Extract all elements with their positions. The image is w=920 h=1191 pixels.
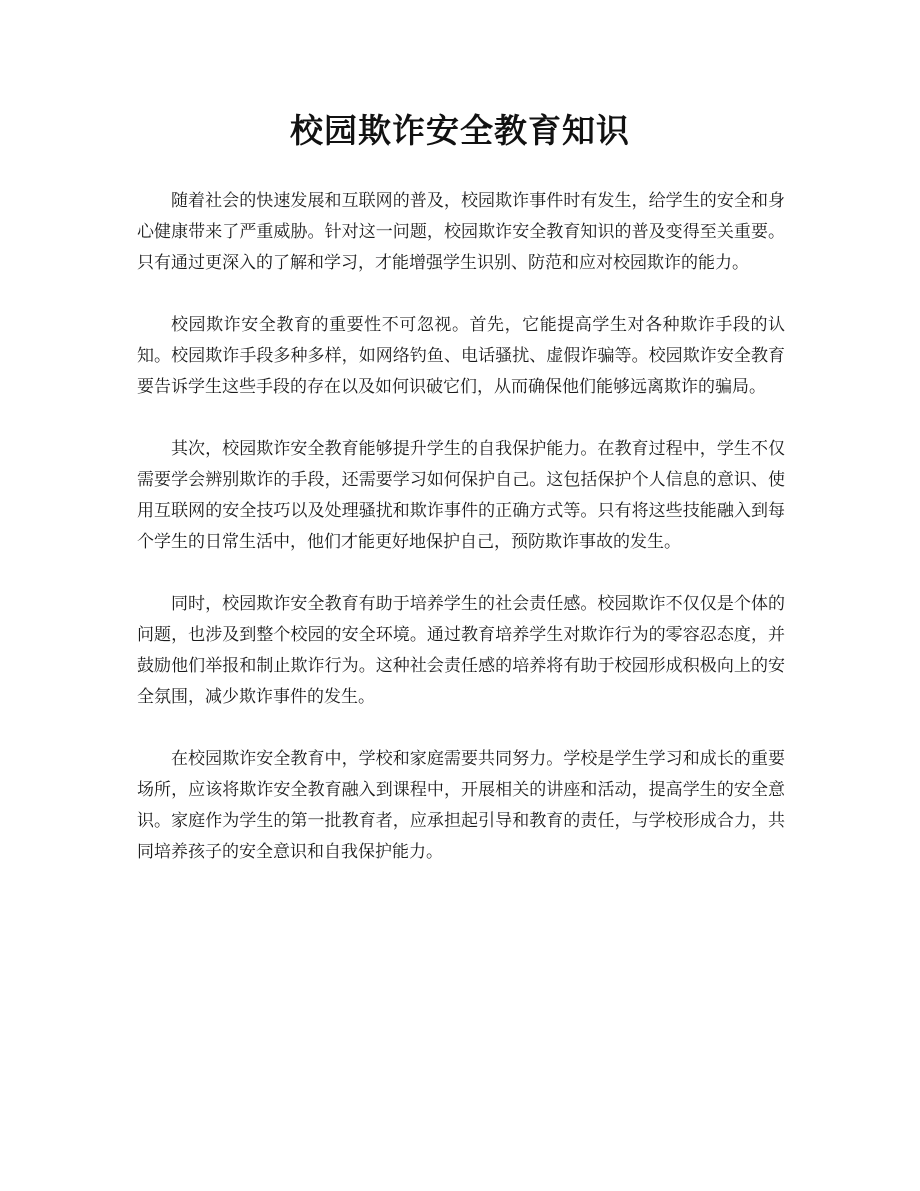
- paragraph-1: 随着社会的快速发展和互联网的普及，校园欺诈事件时有发生，给学生的安全和身心健康带来了严重威胁。针对这一问题，校园欺诈安全教育知识的普及变得至关重要。只有通过更深入的了解和学习，才能增强学生识别、防范和应对校园欺诈的能力。: [137, 191, 785, 273]
- paragraph-4: 同时，校园欺诈安全教育有助于培养学生的社会责任感。校园欺诈不仅仅是个体的问题，也涉及到整个校园的安全环境。通过教育培养学生对欺诈行为的零容忍态度，并鼓励他们举报和制止欺诈行为。这种社会责任感的培养将有助于校园形成积极向上的安全氛围，减少欺诈事件的发生。: [137, 594, 785, 707]
- paragraph-5: 在校园欺诈安全教育中，学校和家庭需要共同努力。学校是学生学习和成长的重要场所，应该将欺诈安全教育融入到课程中，开展相关的讲座和活动，提高学生的安全意识。家庭作为学生的第一批教育者，应承担起引导和教育的责任，与学校形成合力，共同培养孩子的安全意识和自我保护能力。: [137, 749, 785, 862]
- document-title: 校园欺诈安全教育知识: [290, 111, 630, 150]
- paragraph-3: 其次，校园欺诈安全教育能够提升学生的自我保护能力。在教育过程中，学生不仅需要学会辨别欺诈的手段，还需要学习如何保护自己。这包括保护个人信息的意识、使用互联网的安全技巧以及处理骚扰和欺诈事件的正确方式等。只有将这些技能融入到每个学生的日常生活中，他们才能更好地保护自己，预防欺诈事故的发生。: [137, 439, 785, 552]
- document-body: [137, 186, 785, 899]
- paragraph-2: 校园欺诈安全教育的重要性不可忽视。首先，它能提高学生对各种欺诈手段的认知。校园欺诈手段多种多样，如网络钓鱼、电话骚扰、虚假诈骗等。校园欺诈安全教育要告诉学生这些手段的存在以及如何识破它们，从而确保他们能够远离欺诈的骗局。: [137, 315, 785, 397]
